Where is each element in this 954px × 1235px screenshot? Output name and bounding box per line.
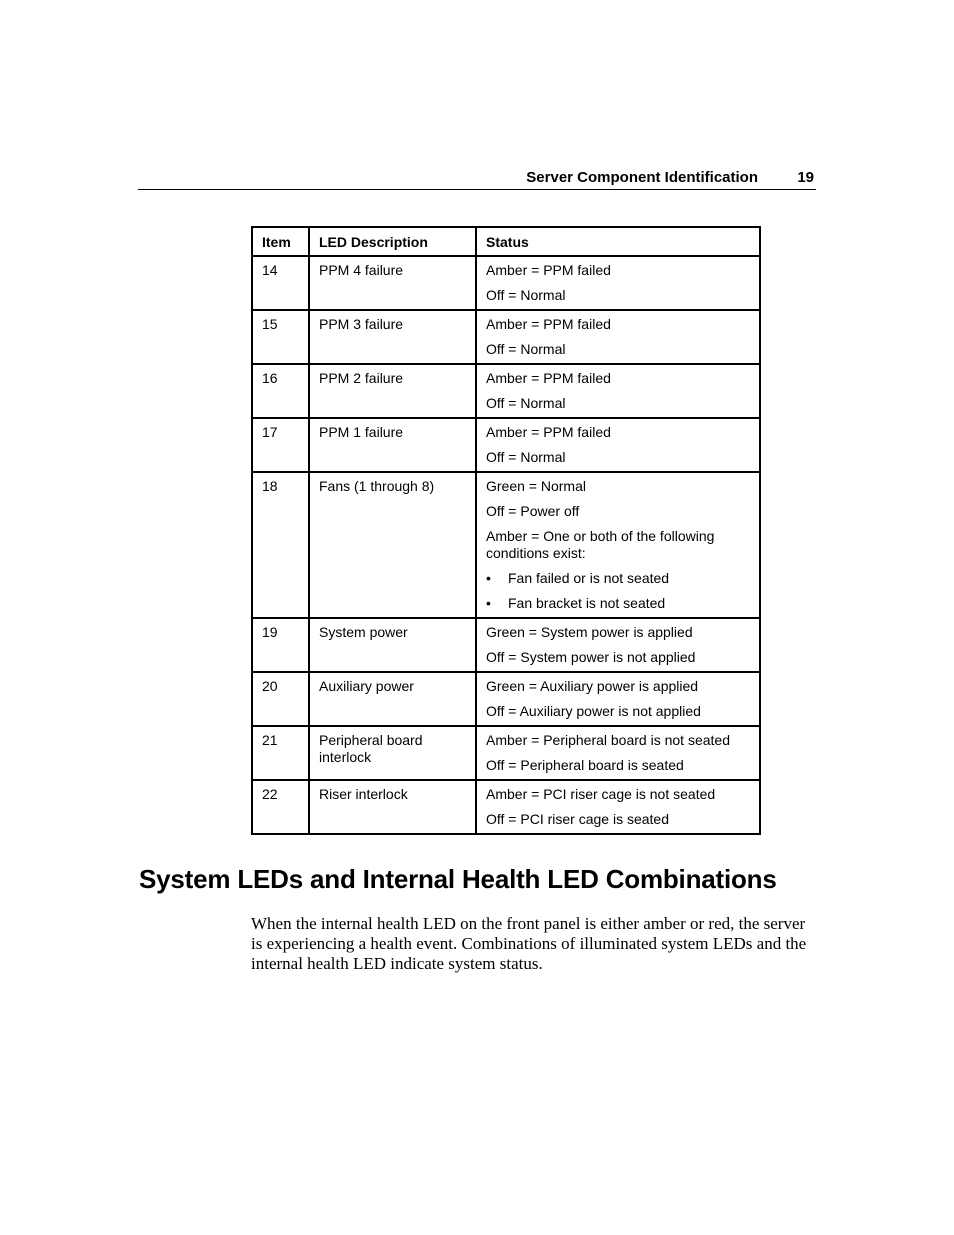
status-line: Off = Normal (486, 449, 566, 465)
status-line: Amber = Peripheral board is not seated (486, 732, 730, 748)
status-line: Off = System power is not applied (486, 649, 696, 665)
cell-item: 16 (252, 364, 309, 418)
cell-led-description: Auxiliary power (309, 672, 476, 726)
cell-led-description: PPM 4 failure (309, 256, 476, 310)
table-header-row (252, 227, 760, 256)
cell-status (476, 726, 760, 780)
cell-led-description: System power (309, 618, 476, 672)
table-row (252, 618, 760, 672)
status-line: Amber = PPM failed (486, 424, 611, 440)
cell-led-description: Peripheral board interlock (309, 726, 476, 780)
section-body-text: When the internal health LED on the front panel is either amber or red, the server is experiencing a health event. Combinations of illuminated system LEDs and the internal health LED indicate system status. (251, 914, 807, 973)
status-line: Off = Normal (486, 395, 566, 411)
led-table (251, 226, 761, 835)
cell-item: 18 (252, 472, 309, 618)
status-line: Amber = PPM failed (486, 262, 611, 278)
cell-status (476, 780, 760, 834)
cell-led-description: Fans (1 through 8) (309, 472, 476, 618)
cell-status (476, 364, 760, 418)
status-line: Amber = PPM failed (486, 370, 611, 386)
table-body (252, 256, 760, 834)
cell-status (476, 672, 760, 726)
status-bullet-item: • Fan failed or is not seated (486, 570, 750, 587)
cell-status (476, 256, 760, 310)
status-line: Off = Power off (486, 503, 580, 519)
section-title: System LEDs and Internal Health LED Combinations (139, 864, 777, 894)
status-line: Off = Normal (486, 341, 566, 357)
status-line: Green = Normal (486, 478, 586, 494)
cell-status (476, 418, 760, 472)
cell-status (476, 618, 760, 672)
status-line: Green = System power is applied (486, 624, 693, 640)
status-line: Off = Peripheral board is seated (486, 757, 684, 773)
running-header-title: Server Component Identification (526, 169, 758, 186)
cell-item: 21 (252, 726, 309, 780)
table-row (252, 472, 760, 618)
cell-item: 20 (252, 672, 309, 726)
running-header (138, 169, 816, 190)
table-row (252, 780, 760, 834)
table-row (252, 726, 760, 780)
status-bullet-item: • Fan bracket is not seated (486, 595, 750, 612)
cell-item: 19 (252, 618, 309, 672)
cell-status (476, 472, 760, 618)
column-header-item: Item (252, 227, 309, 256)
cell-led-description: PPM 2 failure (309, 364, 476, 418)
table-row (252, 256, 760, 310)
column-header-led-description: LED Description (309, 227, 476, 256)
column-header-status: Status (476, 227, 760, 256)
status-line: Amber = PCI riser cage is not seated (486, 786, 716, 802)
table-row (252, 418, 760, 472)
cell-item: 15 (252, 310, 309, 364)
cell-led-description: PPM 1 failure (309, 418, 476, 472)
table-row (252, 310, 760, 364)
cell-item: 22 (252, 780, 309, 834)
cell-status (476, 310, 760, 364)
cell-led-description: Riser interlock (309, 780, 476, 834)
status-line: Amber = PPM failed (486, 316, 611, 332)
status-line: Amber = One or both of the following conditions exist: (486, 528, 715, 561)
cell-led-description: PPM 3 failure (309, 310, 476, 364)
status-line: Green = Auxiliary power is applied (486, 678, 699, 694)
table-row (252, 364, 760, 418)
status-line: Off = Auxiliary power is not applied (486, 703, 701, 719)
page-number: 19 (797, 169, 814, 186)
status-line: Off = PCI riser cage is seated (486, 811, 669, 827)
status-line: Off = Normal (486, 287, 566, 303)
table-row (252, 672, 760, 726)
cell-item: 17 (252, 418, 309, 472)
cell-item: 14 (252, 256, 309, 310)
